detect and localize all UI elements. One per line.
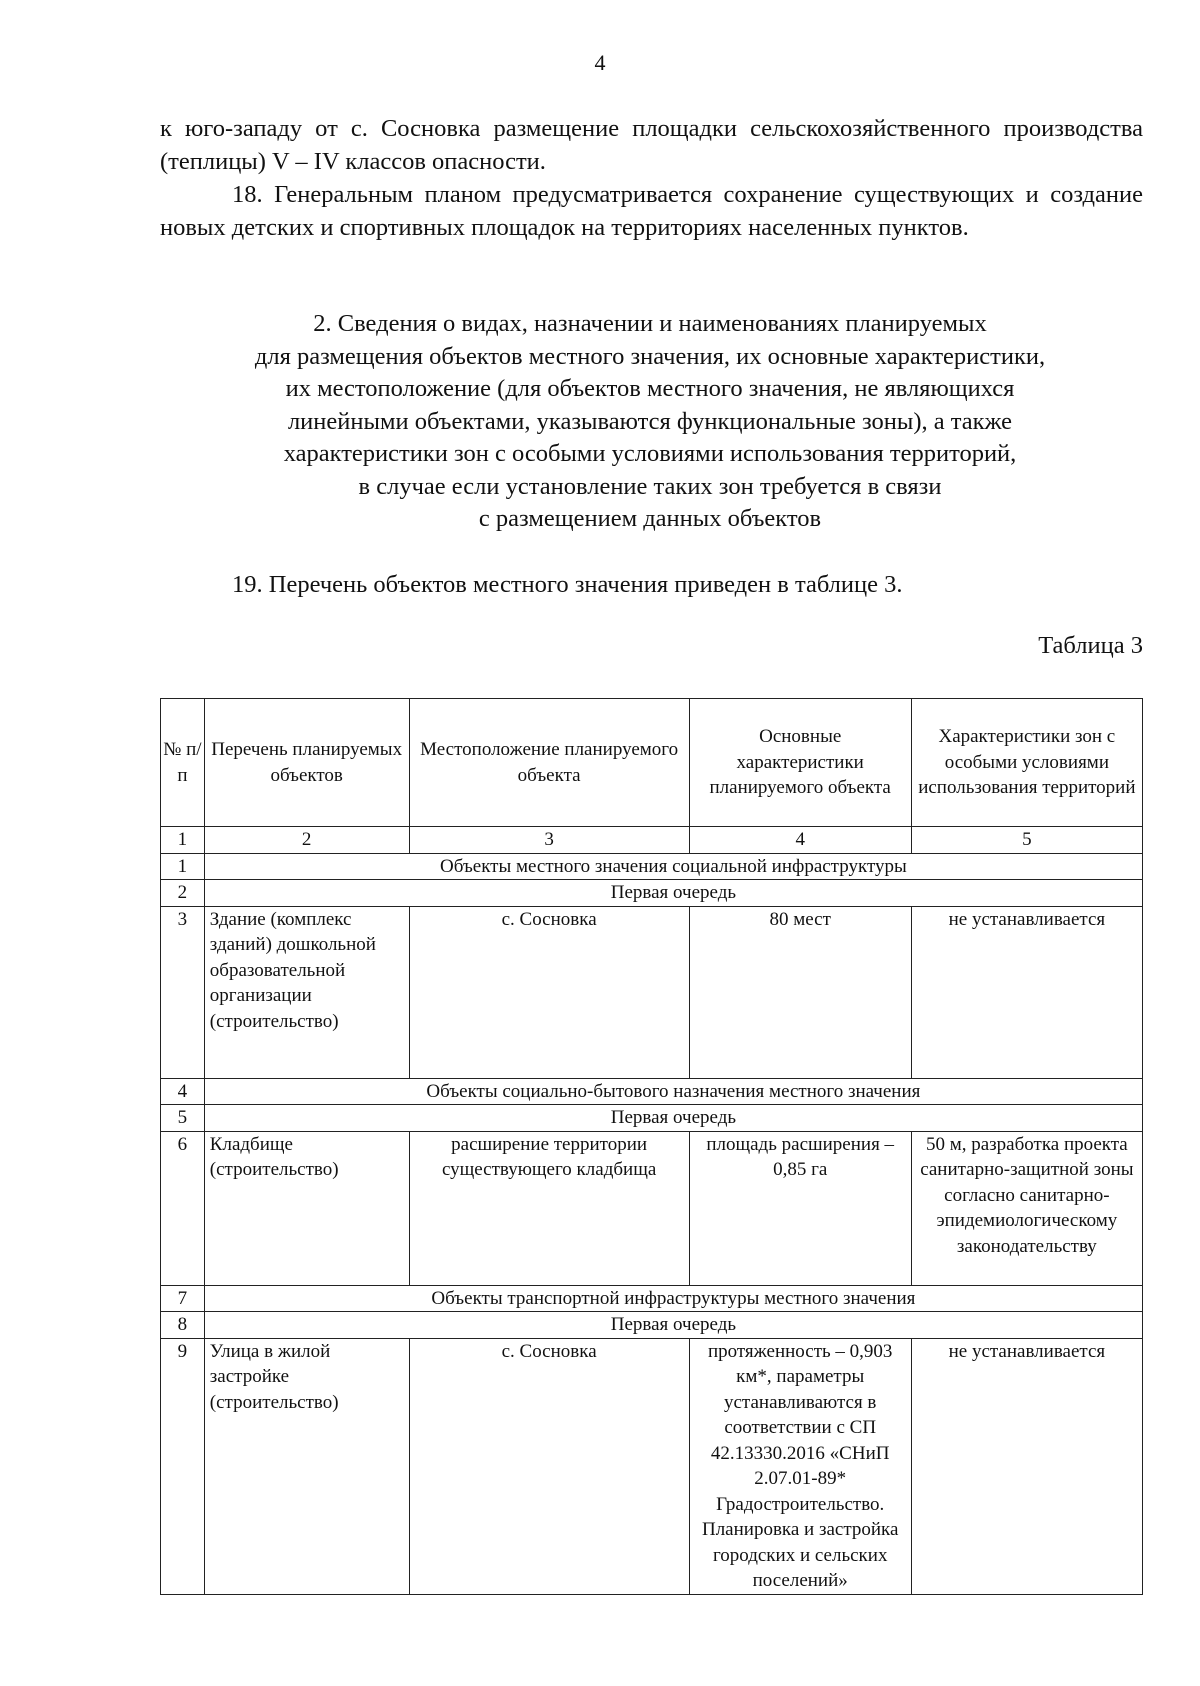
object-zones: 50 м, разработка проекта санитарно-защитной зоны согласно санитарно-эпидемиологическому законодательству bbox=[911, 1131, 1142, 1285]
row-number: 6 bbox=[161, 1131, 205, 1285]
table-caption: Таблица 3 bbox=[1038, 632, 1143, 659]
section-heading-line: линейными объектами, указываются функциональные зоны), а также bbox=[287, 407, 1013, 435]
section-heading-line: их местоположение (для объектов местного значения, не являющихся bbox=[285, 375, 1015, 402]
row-number: 7 bbox=[161, 1285, 205, 1312]
column-number: 3 bbox=[409, 827, 689, 854]
page-number: 4 bbox=[594, 50, 606, 75]
object-location: расширение территории существующего кладбища bbox=[409, 1131, 689, 1285]
section-heading-line: 2. Сведения о видах, назначении и наименованиях планируемых bbox=[313, 310, 987, 337]
row-number: 1 bbox=[161, 853, 205, 880]
row-number: 8 bbox=[161, 1312, 205, 1339]
table-header-row bbox=[161, 699, 1143, 827]
object-characteristics: 80 мест bbox=[689, 906, 911, 1078]
object-zones: не устанавливается bbox=[911, 906, 1142, 1078]
group-title: Объекты местного значения социальной инфраструктуры bbox=[204, 853, 1142, 880]
object-name: Кладбище (строительство) bbox=[204, 1131, 409, 1285]
object-location: с. Сосновка bbox=[409, 1338, 689, 1594]
header-location: Местоположение планируемого объекта bbox=[409, 699, 689, 827]
paragraph-continued-text: к юго-западу от с. Сосновка размещение площадки сельскохозяйственного производства (теплицы) V – IV классов опасности. bbox=[160, 115, 1143, 175]
table-row bbox=[161, 1105, 1143, 1132]
column-number: 2 bbox=[204, 827, 409, 854]
object-characteristics: площадь расширения – 0,85 га bbox=[689, 1131, 911, 1285]
object-characteristics: протяженность – 0,903 км*, параметры устанавливаются в соответствии с СП 42.13330.2016 «СНиП 2.07.01-89* Градостроительство. Планировка и застройка городских и сельских поселений» bbox=[689, 1338, 911, 1594]
section-heading-line: для размещения объектов местного значения, их основные характеристики, bbox=[254, 342, 1046, 370]
header-num: № п/п bbox=[161, 699, 205, 827]
row-number: 2 bbox=[161, 880, 205, 907]
table-row bbox=[161, 906, 1143, 1078]
header-object: Перечень планируемых объектов bbox=[204, 699, 409, 827]
paragraph-19: 19. Перечень объектов местного значения приведен в таблице 3. bbox=[232, 571, 903, 598]
column-number: 1 bbox=[161, 827, 205, 854]
column-number: 5 bbox=[911, 827, 1142, 854]
row-number: 3 bbox=[161, 906, 205, 1078]
objects-table bbox=[160, 698, 1143, 1595]
queue-title: Первая очередь bbox=[204, 880, 1142, 907]
queue-title: Первая очередь bbox=[204, 1105, 1142, 1132]
group-title: Объекты транспортной инфраструктуры местного значения bbox=[204, 1285, 1142, 1312]
row-number: 4 bbox=[161, 1078, 205, 1105]
paragraph-18 bbox=[160, 178, 1143, 244]
header-zones: Характеристики зон с особыми условиями использования территорий bbox=[911, 699, 1142, 827]
section-heading-line: в случае если установление таких зон требуется в связи bbox=[358, 472, 942, 500]
object-name: Здание (комплекс зданий) дошкольной образовательной организации (строительство) bbox=[204, 906, 409, 1078]
header-characteristics: Основные характеристики планируемого объекта bbox=[689, 699, 911, 827]
table-row bbox=[161, 1078, 1143, 1105]
paragraph-continued bbox=[160, 112, 1143, 178]
table-row bbox=[161, 880, 1143, 907]
section-heading-line: с размещением данных объектов bbox=[478, 505, 822, 532]
row-number: 5 bbox=[161, 1105, 205, 1132]
object-name: Улица в жилой застройке (строительство) bbox=[204, 1338, 409, 1594]
table-row bbox=[161, 1285, 1143, 1312]
section-heading bbox=[150, 308, 1150, 536]
row-number: 9 bbox=[161, 1338, 205, 1594]
column-number-row bbox=[161, 827, 1143, 854]
group-title: Объекты социально-бытового назначения местного значения bbox=[204, 1078, 1142, 1105]
queue-title: Первая очередь bbox=[204, 1312, 1142, 1339]
object-location: с. Сосновка bbox=[409, 906, 689, 1078]
table-row bbox=[161, 1312, 1143, 1339]
paragraph-18-text: 18. Генеральным планом предусматривается сохранение существующих и создание новых детских и спортивных площадок на территориях населенных пунктов. bbox=[160, 181, 1143, 241]
table-row bbox=[161, 1338, 1143, 1594]
table-row bbox=[161, 1131, 1143, 1285]
object-zones: не устанавливается bbox=[911, 1338, 1142, 1594]
section-heading-line: характеристики зон с особыми условиями использования территорий, bbox=[283, 440, 1017, 467]
table-row bbox=[161, 853, 1143, 880]
column-number: 4 bbox=[689, 827, 911, 854]
